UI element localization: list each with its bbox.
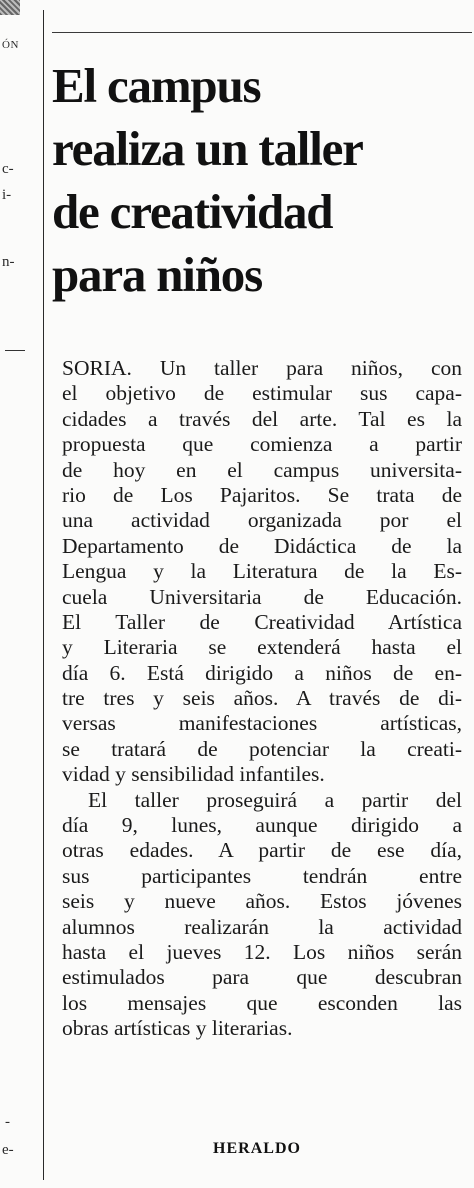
body-line: rio de Los Pajaritos. Se trata de (62, 482, 462, 507)
paragraph-1 (62, 356, 462, 788)
body-line: una actividad organizada por el (62, 508, 462, 533)
left-column-fragment: ÓN (2, 39, 19, 51)
body-line: El Taller de Creatividad Artística (62, 609, 462, 634)
body-line: SORIA. Un taller para niños, con (62, 356, 462, 380)
article-headline (52, 54, 462, 306)
body-line: estimulados para que descubran (62, 965, 462, 990)
body-line: el objetivo de estimular sus capa- (62, 381, 462, 406)
body-line: otras edades. A partir de ese día, (62, 838, 462, 863)
headline-line: para niños (52, 247, 262, 302)
body-line: tre tres y seis años. A través de di- (62, 686, 462, 711)
headline-line: de creatividad (52, 184, 333, 239)
paragraph-2 (62, 788, 462, 1042)
corner-graphic-fragment (0, 0, 20, 15)
article-signature (0, 1140, 474, 1158)
body-line: se tratará de potenciar la creati- (62, 736, 462, 761)
body-line: y Literaria se extenderá hasta el (62, 635, 462, 660)
headline-line: realiza un taller (52, 121, 363, 176)
article-body (62, 356, 462, 1042)
top-rule (52, 32, 472, 33)
left-column-divider (5, 350, 25, 351)
body-line: versas manifestaciones artísticas, (62, 711, 462, 736)
body-line: los mensajes que esconden las (62, 990, 462, 1015)
body-line: cuela Universitaria de Educación. (62, 584, 462, 609)
left-column-fragment: i- (2, 187, 12, 203)
left-column-fragment: c- (2, 161, 14, 177)
body-line: cidades a través del arte. Tal es la (62, 406, 462, 431)
left-column-fragment: n- (2, 254, 15, 270)
body-line: Departamento de Didáctica de la (62, 533, 462, 558)
body-line: El taller proseguirá a partir del (88, 787, 462, 812)
body-line: vidad y sensibilidad infantiles. (62, 762, 325, 787)
body-line: seis y nueve años. Estos jóvenes (62, 889, 462, 914)
left-column-fragment: e- (2, 1142, 14, 1158)
body-line: Lengua y la Literatura de la Es- (62, 559, 462, 584)
newspaper-name: HERALDO (213, 1140, 301, 1157)
body-line: de hoy en el campus universita- (62, 457, 462, 482)
body-line: día 6. Está dirigido a niños de en- (62, 660, 462, 685)
body-line: día 9, lunes, aunque dirigido a (62, 813, 462, 838)
body-line: alumnos realizarán la actividad (62, 914, 462, 939)
body-line: hasta el jueves 12. Los niños serán (62, 939, 462, 964)
column-separator (43, 10, 44, 1180)
body-line: sus participantes tendrán entre (62, 863, 462, 888)
headline-line: El campus (52, 58, 261, 113)
body-line: propuesta que comienza a partir (62, 432, 462, 457)
left-column-fragment: - (5, 1114, 10, 1130)
body-line: obras artísticas y literarias. (62, 1016, 293, 1041)
